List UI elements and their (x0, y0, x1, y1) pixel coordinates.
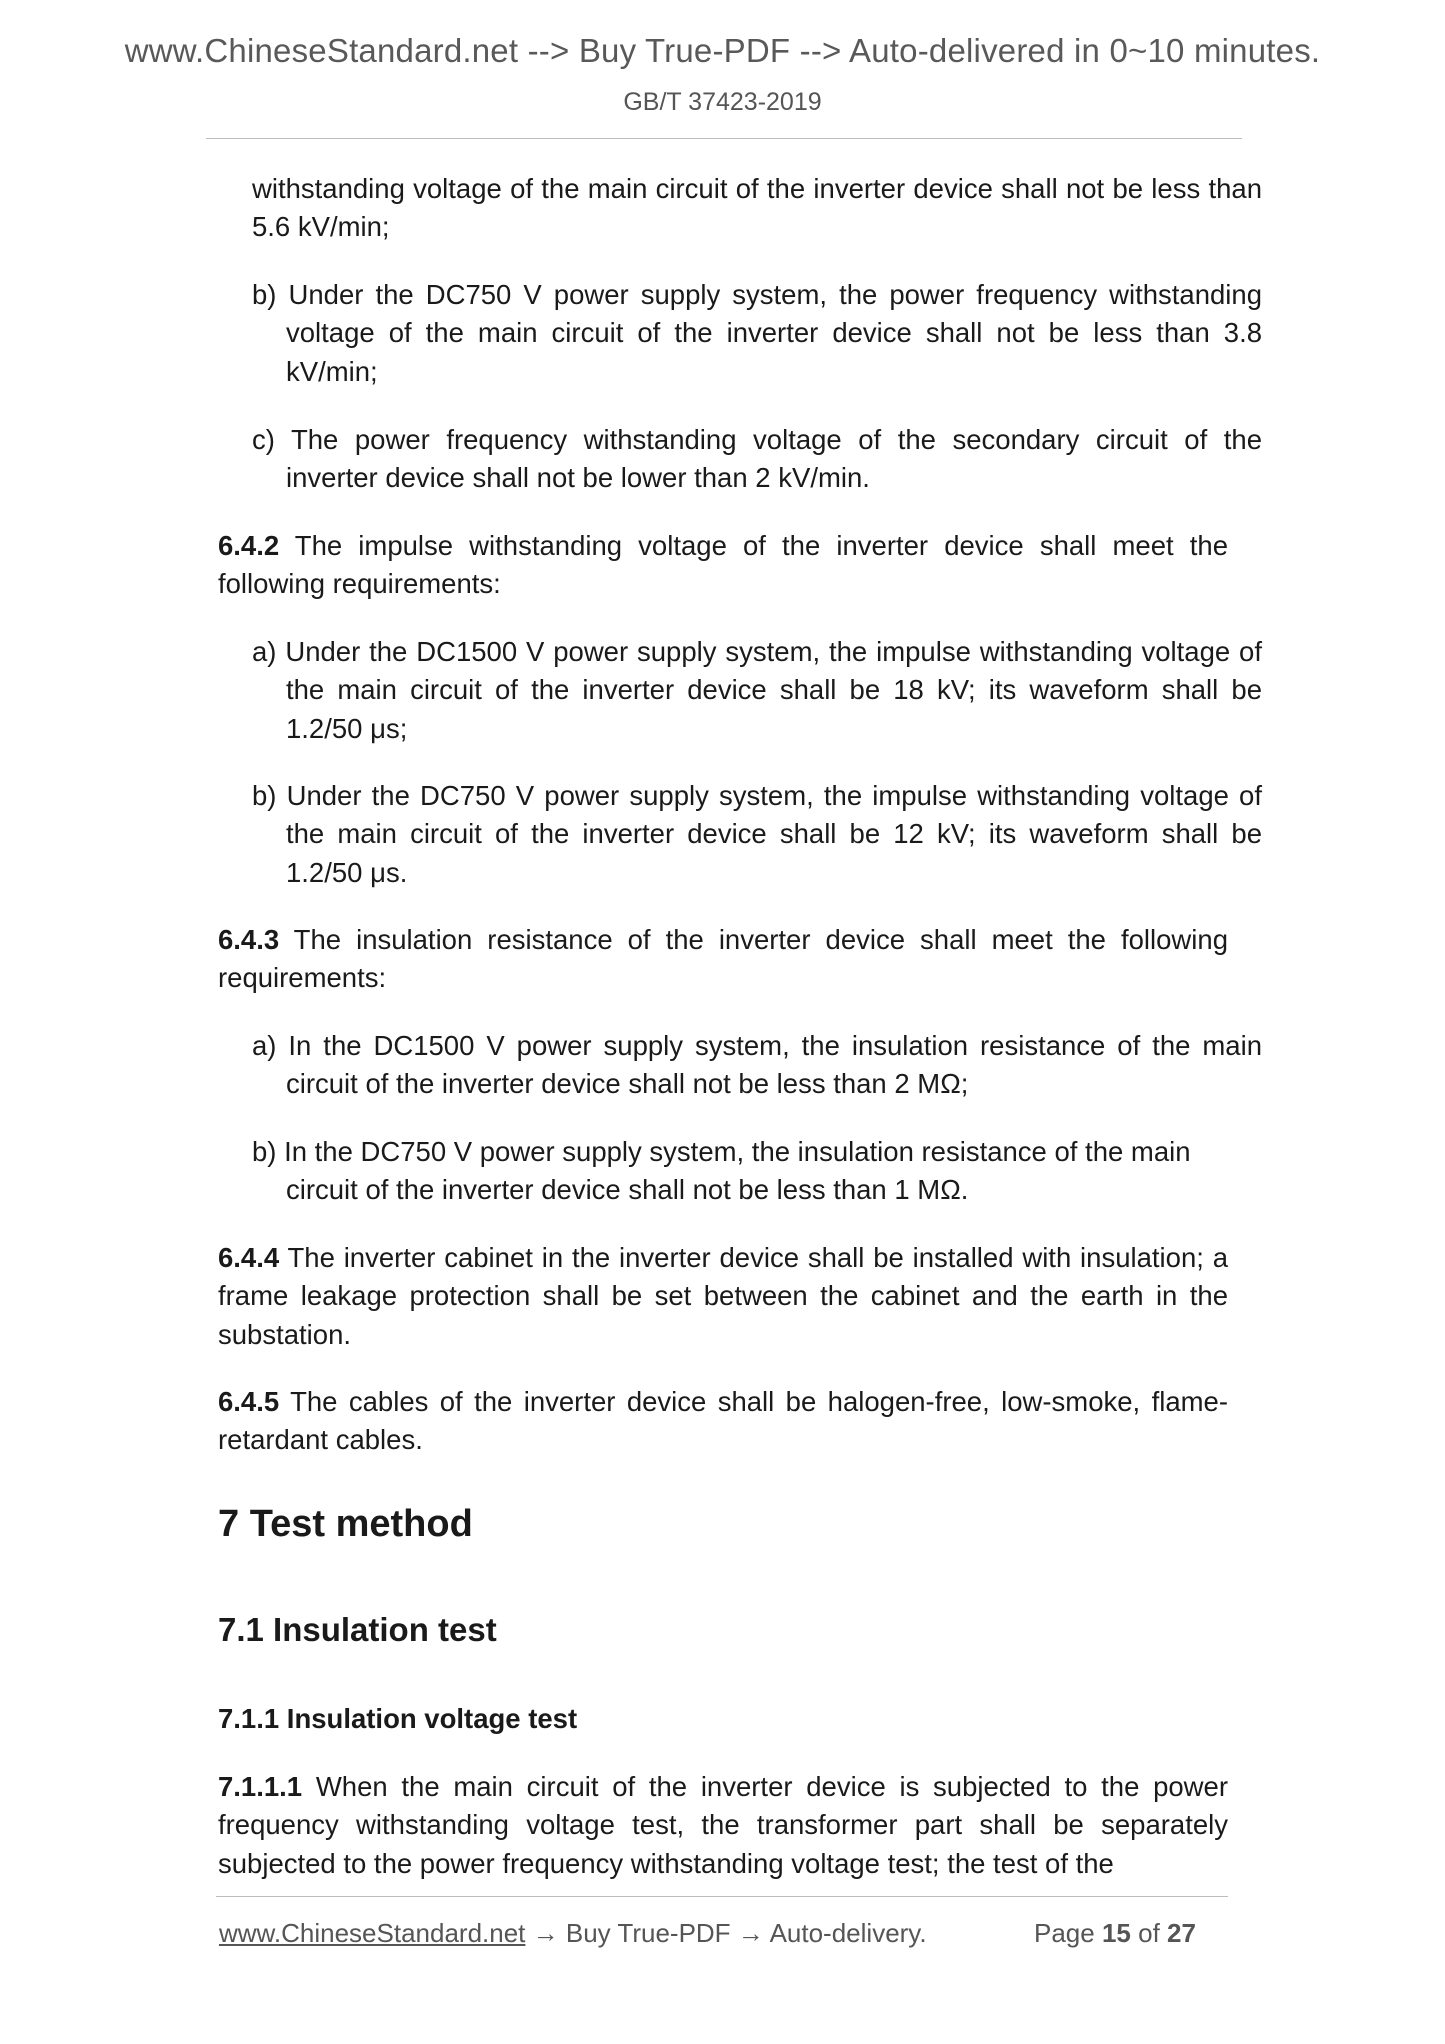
document-code: GB/T 37423-2019 (623, 88, 822, 116)
page-indicator (1034, 1918, 1196, 1949)
clause-text: The inverter cabinet in the inverter device shall be installed with insulation; a frame leakage protection shall be set between the cabinet and the earth in the substation. (218, 1242, 1228, 1350)
page-label: Page (1034, 1918, 1095, 1948)
footer-link[interactable]: www.ChineseStandard.net (219, 1918, 526, 1948)
of-label: of (1138, 1918, 1160, 1948)
clause-number: 7.1.1.1 (218, 1771, 303, 1802)
list-item-a-impulse-dc1500: a) Under the DC1500 V power supply system, the impulse withstanding voltage of the main circuit of the inverter device shall be 18 kV; its waveform shall be 1.2/50 μs; (252, 636, 1262, 744)
footer-divider (216, 1896, 1228, 1897)
top-banner[interactable]: www.ChineseStandard.net --> Buy True-PDF --> Auto-delivered in 0~10 minutes. (124, 32, 1321, 69)
clause-text: The cables of the inverter device shall be halogen-free, low-smoke, flame-retardant cables. (218, 1386, 1228, 1456)
list-item-a-insulation-dc1500: a) In the DC1500 V power supply system, the insulation resistance of the main circuit of the inverter device shall not be less than 2 MΩ; (252, 1030, 1262, 1100)
total-pages-number: 27 (1167, 1918, 1196, 1948)
clause-number: 6.4.2 (218, 530, 280, 561)
section-heading-7-1: 7.1 Insulation test (218, 1611, 497, 1648)
list-item-c-secondary-circuit: c) The power frequency withstanding voltage of the secondary circuit of the inverter device shall not be lower than 2 kV/min. (252, 424, 1262, 494)
footer-promo (219, 1918, 927, 1949)
clause-text: The impulse withstanding voltage of the inverter device shall meet the following requirements: (218, 530, 1228, 600)
clause-number: 6.4.4 (218, 1242, 280, 1273)
footer-promo-text: → Buy True-PDF → Auto-delivery. (525, 1918, 927, 1948)
clause-6-4-2 (218, 527, 1228, 604)
clause-number: 6.4.5 (218, 1386, 280, 1417)
list-item-b-power-frequency: b) Under the DC750 V power supply system, the power frequency withstanding voltage of the main circuit of the inverter device shall not be less than 3.8 kV/min; (252, 279, 1262, 387)
clause-text: The insulation resistance of the inverter device shall meet the following requirements: (218, 924, 1228, 994)
list-item-b-impulse-dc750: b) Under the DC750 V power supply system, the impulse withstanding voltage of the main circuit of the inverter device shall be 12 kV; its waveform shall be 1.2/50 μs. (252, 780, 1262, 888)
list-item-b-insulation-dc750: b) In the DC750 V power supply system, the insulation resistance of the main circuit of the inverter device shall not be less than 1 MΩ. (252, 1136, 1191, 1206)
header-divider (206, 138, 1242, 139)
clause-6-4-5 (218, 1383, 1228, 1460)
paragraph-a-continuation: withstanding voltage of the main circuit of the inverter device shall not be less than 5.6 kV/min; (252, 173, 1262, 243)
section-heading-7: 7 Test method (218, 1503, 473, 1545)
clause-number: 6.4.3 (218, 924, 280, 955)
clause-text: When the main circuit of the inverter device is subjected to the power frequency withstanding voltage test, the transformer part shall be separately subjected to the power frequency withstanding voltage test; the test of the (218, 1771, 1228, 1879)
section-heading-7-1-1: 7.1.1 Insulation voltage test (218, 1703, 578, 1734)
current-page-number: 15 (1101, 1918, 1131, 1948)
clause-6-4-4 (218, 1239, 1228, 1354)
clause-6-4-3 (218, 921, 1228, 998)
clause-7-1-1-1 (218, 1768, 1228, 1883)
